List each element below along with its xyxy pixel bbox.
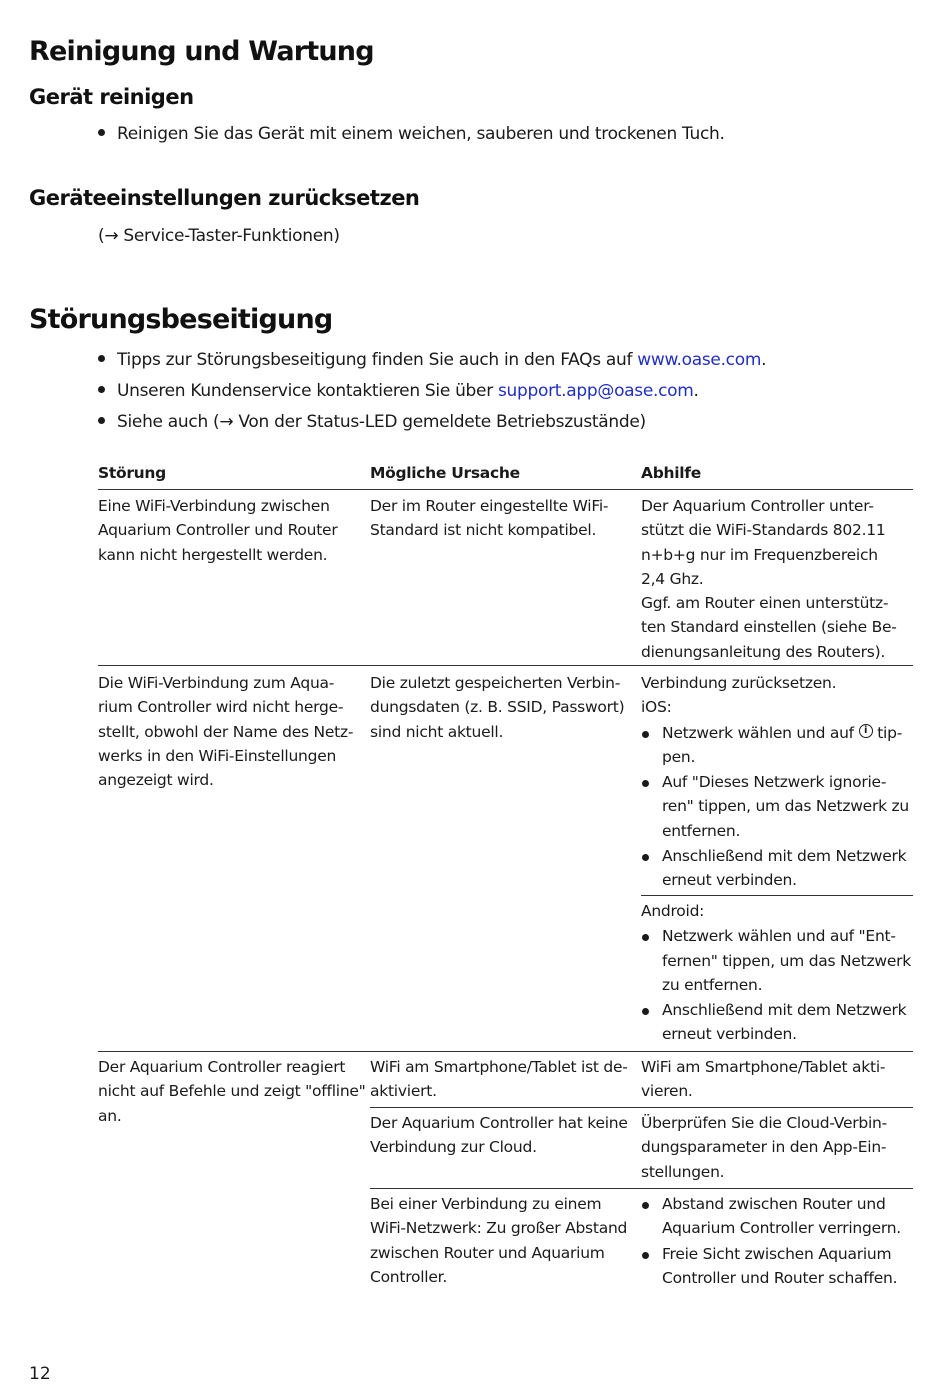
- text-line: Der im Router eingestellte WiFi-: [370, 497, 609, 515]
- android-step-2: [641, 998, 911, 1047]
- bullet-dot: [642, 934, 649, 941]
- column-header-fault: Störung: [98, 464, 166, 482]
- subrow-rule: [370, 1188, 913, 1189]
- troubleshooting-bullet-support: [98, 381, 699, 401]
- text-line: Abstand zwischen Router und: [662, 1195, 886, 1213]
- text-line: fernen" tippen, um das Netzwerk: [662, 951, 911, 970]
- support-text: Unseren Kundenservice kontaktieren Sie über: [117, 381, 498, 401]
- text-line: zwischen Router und Aquarium: [370, 1243, 605, 1262]
- heading-troubleshooting: Störungsbeseitigung: [29, 304, 333, 335]
- text-line: Verbindung zurücksetzen.: [641, 674, 837, 692]
- heading-maintenance: Reinigung und Wartung: [29, 36, 374, 67]
- text-line: sind nicht aktuell.: [370, 722, 504, 741]
- faq-text-end: .: [761, 350, 767, 370]
- text-line: stellungen.: [641, 1162, 725, 1181]
- text-line: ten Standard einstellen (siehe Be-: [641, 618, 897, 637]
- bullet-dot: [642, 731, 649, 738]
- row2-fault: [98, 671, 353, 792]
- row3-fault: [98, 1055, 366, 1128]
- bullet-dot: [98, 417, 105, 424]
- text-line: ren" tippen, um das Netzwerk zu: [662, 797, 909, 816]
- text-line: stützt die WiFi-Standards 802.11: [641, 521, 886, 540]
- info-icon: i: [859, 724, 873, 738]
- bullet-dot: [642, 1252, 649, 1259]
- text-line: Aquarium Controller und Router: [98, 521, 338, 540]
- ios-step-1: [641, 721, 909, 770]
- bullet-dot: [642, 780, 649, 787]
- text-line: Ggf. am Router einen unterstütz-: [641, 594, 889, 613]
- heading-cleaning: Gerät reinigen: [29, 85, 194, 109]
- text-line: Bei einer Verbindung zu einem: [370, 1195, 602, 1213]
- text-line: dienungsanleitung des Routers).: [641, 642, 886, 661]
- text-line: Android:: [641, 902, 705, 920]
- row2-cause: [370, 671, 624, 744]
- page-number: 12: [29, 1364, 51, 1384]
- cleaning-bullet: [98, 124, 725, 144]
- text-line: Controller.: [370, 1267, 447, 1286]
- table-row-rule: [98, 1051, 913, 1052]
- text-line: entfernen.: [662, 821, 741, 840]
- text-line: dungsparameter in den App-Ein-: [641, 1138, 887, 1157]
- table-header-rule: [98, 489, 913, 490]
- support-email-link[interactable]: support.app@oase.com: [498, 381, 694, 401]
- text-line: aktiviert.: [370, 1082, 437, 1101]
- text-line: erneut verbinden.: [662, 871, 797, 890]
- text-line: Anschließend mit dem Netzwerk: [662, 847, 907, 866]
- row1-cause: [370, 494, 608, 543]
- text-line: kann nicht hergestellt werden.: [98, 545, 328, 564]
- text-line: Standard ist nicht kompatibel.: [370, 521, 597, 540]
- oase-website-link[interactable]: www.oase.com: [637, 350, 762, 370]
- see-also-reference[interactable]: Siehe auch (→ Von der Status-LED gemeldete Betriebszustände): [117, 412, 646, 432]
- faq-text: Tipps zur Störungsbeseitigung finden Sie auch in den FAQs auf: [117, 350, 638, 370]
- bullet-dot: [642, 1202, 649, 1209]
- text-line: an.: [98, 1106, 122, 1125]
- text-line: Der Aquarium Controller reagiert: [98, 1058, 346, 1076]
- distance-step-2: [641, 1242, 901, 1291]
- bullet-dot: [642, 854, 649, 861]
- text-line: Anschließend mit dem Netzwerk: [662, 1001, 907, 1020]
- table-row-rule: [98, 665, 913, 666]
- text-line: n+b+g nur im Frequenzbereich: [641, 545, 878, 564]
- row3-remedy-3: [641, 1192, 901, 1290]
- text-line: dungsdaten (z. B. SSID, Passwort): [370, 698, 625, 717]
- row3-cause-2: [370, 1111, 628, 1160]
- text-line: Auf "Dieses Netzwerk ignorie-: [662, 773, 887, 792]
- column-header-remedy: Abhilfe: [641, 464, 701, 482]
- heading-reset: Geräteeinstellungen zurücksetzen: [29, 186, 420, 210]
- text-fragment: Netzwerk wählen und auf: [662, 723, 859, 742]
- row3-cause-3: [370, 1192, 627, 1289]
- android-step-1: [641, 924, 911, 997]
- row2-remedy-ios: [641, 671, 909, 893]
- row3-remedy-1: [641, 1055, 885, 1104]
- text-line: angezeigt wird.: [98, 771, 214, 790]
- text-line: Der Aquarium Controller unter-: [641, 497, 874, 515]
- remedy-subrule: [641, 895, 913, 896]
- row1-fault: [98, 494, 337, 567]
- text-line: Controller und Router schaffen.: [662, 1268, 898, 1287]
- subrow-rule: [370, 1107, 913, 1108]
- text-line: [662, 721, 909, 745]
- text-line: Freie Sicht zwischen Aquarium: [662, 1244, 892, 1263]
- column-header-cause: Mögliche Ursache: [370, 464, 520, 482]
- reset-reference[interactable]: (→ Service-Taster-Funktionen): [98, 226, 340, 246]
- text-line: WiFi am Smartphone/Tablet akti-: [641, 1058, 886, 1076]
- ios-step-3: [641, 844, 909, 893]
- distance-step-1: [641, 1192, 901, 1241]
- text-line: Der Aquarium Controller hat keine: [370, 1114, 628, 1132]
- bullet-dot: [98, 355, 105, 362]
- text-line: erneut verbinden.: [662, 1025, 797, 1044]
- text-line: WiFi am Smartphone/Tablet ist de-: [370, 1058, 628, 1076]
- bullet-dot: [98, 386, 105, 393]
- text-line: Überprüfen Sie die Cloud-Verbin-: [641, 1114, 887, 1132]
- text-line: zu entfernen.: [662, 975, 763, 994]
- bullet-dot: [98, 129, 105, 136]
- text-line: vieren.: [641, 1082, 693, 1101]
- troubleshooting-bullet-see-also: [98, 412, 646, 432]
- text-line: pen.: [662, 747, 696, 766]
- text-line: nicht auf Befehle und zeigt "offline": [98, 1082, 366, 1101]
- row3-remedy-2: [641, 1111, 887, 1184]
- text-line: werks in den WiFi-Einstellungen: [98, 746, 337, 765]
- text-line: stellt, obwohl der Name des Netz-: [98, 722, 354, 741]
- text-line: iOS:: [641, 698, 672, 717]
- text-line: WiFi-Netzwerk: Zu großer Abstand: [370, 1219, 628, 1238]
- text-line: Verbindung zur Cloud.: [370, 1138, 537, 1157]
- text-line: Die zuletzt gespeicherten Verbin-: [370, 674, 621, 692]
- ios-step-2: [641, 770, 909, 843]
- troubleshooting-bullet-faq: [98, 350, 766, 370]
- row1-remedy: [641, 494, 897, 664]
- support-text-end: .: [693, 381, 699, 401]
- text-line: Die WiFi-Verbindung zum Aqua-: [98, 674, 335, 692]
- text-line: Aquarium Controller verringern.: [662, 1219, 901, 1238]
- cleaning-text: Reinigen Sie das Gerät mit einem weichen, sauberen und trockenen Tuch.: [117, 124, 725, 144]
- row3-cause-1: [370, 1055, 628, 1104]
- text-line: rium Controller wird nicht herge-: [98, 698, 344, 717]
- text-line: 2,4 Ghz.: [641, 569, 704, 588]
- text-line: Eine WiFi-Verbindung zwischen: [98, 497, 330, 515]
- row2-remedy-android: [641, 899, 911, 1047]
- bullet-dot: [642, 1008, 649, 1015]
- text-line: Netzwerk wählen und auf "Ent-: [662, 927, 896, 946]
- text-fragment: tip-: [872, 723, 903, 742]
